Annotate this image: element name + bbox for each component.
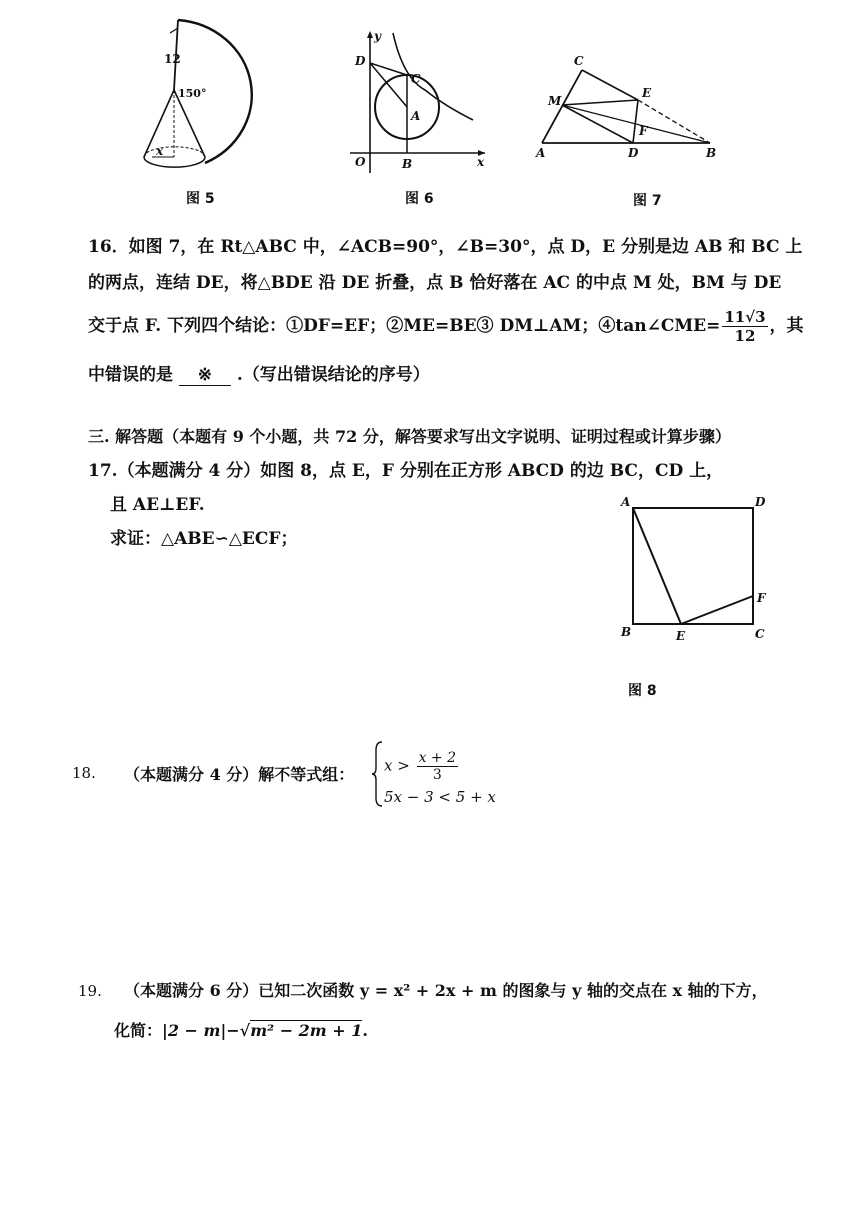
point-c-label: C <box>411 72 421 86</box>
q16-line-4 <box>88 360 430 386</box>
figure-6-caption: 图 6 <box>405 191 434 207</box>
figure-5-caption: 图 5 <box>186 191 215 207</box>
point-f-label: F <box>639 124 648 138</box>
point-d-label: D <box>628 146 639 160</box>
section-3-heading: 三. 解答题（本题有 9 个小题，共 72 分，解答要求写出文字说明、证明过程或计算步骤） <box>88 427 731 446</box>
q19-number: 19. <box>78 982 102 1000</box>
figure-8-square-diagram <box>615 490 775 650</box>
q16-line-3 <box>88 308 804 345</box>
fraction-numerator: 11√3 <box>724 308 766 326</box>
point-d-label: D <box>755 495 766 509</box>
point-e-label: E <box>642 86 652 100</box>
radicand: m² − 2m + 1 <box>250 1021 363 1040</box>
q17-line-1: 17.（本题满分 4 分）如图 8，点 E，F 分别在正方形 ABCD 的边 BC，CD 上， <box>88 461 724 481</box>
absolute-value-expr: |2 − m| <box>162 1021 227 1040</box>
q16-line-1: 16．如图 7，在 Rt△ABC 中，∠ACB=90°，∠B=30°，点 D，E 分别是边 AB 和 BC 上 <box>88 237 803 257</box>
point-b-label: B <box>402 157 413 171</box>
q16-line-3-end: ，其 <box>769 316 804 336</box>
point-c-label: C <box>574 54 584 68</box>
q16-line-4-end: .（写出错误结论的序号） <box>236 365 430 385</box>
q16-line-2: 的两点，连结 DE，将△BDE 沿 DE 折叠，点 B 恰好落在 AC 的中点 M 处，BM 与 DE <box>88 273 782 293</box>
q18-number: 18. <box>72 764 96 782</box>
q16-fraction <box>722 308 767 345</box>
ineq1-lhs: x > <box>384 756 410 775</box>
point-a-label: A <box>411 109 421 123</box>
inequality-2: 5x − 3 < 5 + x <box>384 788 496 806</box>
minus-sign: − <box>226 1021 240 1040</box>
brace-icon <box>372 740 384 808</box>
point-d-label: D <box>355 54 366 68</box>
ineq1-denominator: 3 <box>432 767 442 783</box>
q17-line-2: 且 AE⊥EF. <box>110 495 205 515</box>
point-a-label: A <box>536 146 546 160</box>
figure-7-triangle-diagram <box>530 45 720 160</box>
q16-line-3-text: 交于点 F. 下列四个结论：①DF=EF；②ME=BE③ DM⊥AM；④tan∠CME= <box>88 316 721 336</box>
angle-label: 150° <box>178 87 207 100</box>
q19-line-2 <box>114 1018 368 1041</box>
figure-6-hyperbola-diagram <box>345 28 490 178</box>
fraction-denominator: 12 <box>734 327 756 345</box>
y-axis-label: y <box>374 29 381 43</box>
q19-line-1: （本题满分 6 分）已知二次函数 y = x² + 2x + m 的图象与 y 轴的交点在 x 轴的下方， <box>124 981 768 1000</box>
q19-simplify-label: 化简： <box>114 1021 163 1040</box>
slant-label: 12 <box>164 52 181 66</box>
q17-line-3: 求证：△ABE∽△ECF； <box>110 529 298 549</box>
q18-text: （本题满分 4 分）解不等式组： <box>124 765 355 784</box>
point-e-label: E <box>676 629 686 643</box>
figure-7-caption: 图 7 <box>633 193 662 209</box>
point-f-label: F <box>757 591 766 605</box>
point-c-label: C <box>755 627 765 641</box>
point-m-label: M <box>548 94 562 108</box>
point-b-label: B <box>706 146 717 160</box>
point-a-label: A <box>621 495 631 509</box>
figure-5-cone-diagram <box>130 15 270 185</box>
answer-blank[interactable]: ※ <box>179 365 231 386</box>
ineq1-fraction <box>417 750 458 783</box>
inequality-1 <box>384 750 460 783</box>
origin-label: O <box>355 155 366 169</box>
radius-label: x <box>156 144 164 158</box>
ineq1-numerator: x + 2 <box>418 750 457 766</box>
inequality-system <box>372 740 496 810</box>
sqrt-icon: √ <box>239 1021 251 1040</box>
point-b-label: B <box>621 625 632 639</box>
q16-line-4-text: 中错误的是 <box>88 365 173 385</box>
q19-end: . <box>362 1021 368 1040</box>
x-axis-label: x <box>477 155 485 169</box>
figure-8-caption: 图 8 <box>628 683 657 699</box>
